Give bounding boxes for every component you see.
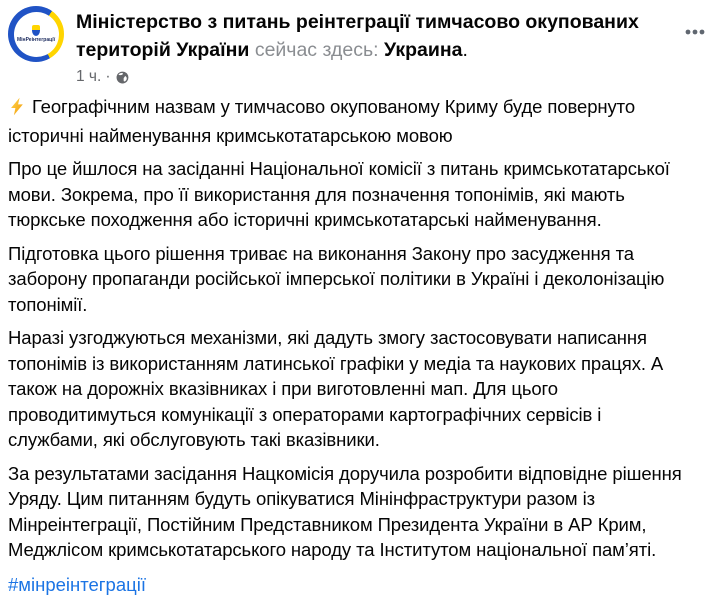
header-text: [76, 6, 677, 87]
avatar-label: МінРеінтеграції: [17, 37, 55, 43]
post-body: [8, 94, 713, 598]
more-options-button[interactable]: [677, 20, 713, 44]
post-meta: [76, 67, 677, 87]
timestamp-link[interactable]: 1 ч.: [76, 68, 102, 85]
paragraph-text: Географічним назвам у тимчасово окупованому Криму буде повернуто історичні найменування кримськотатарською мовою: [8, 96, 636, 146]
post-title: [76, 8, 668, 64]
trident-emblem-icon: [32, 25, 40, 36]
checkin-location-link[interactable]: Украина: [383, 39, 463, 61]
title-suffix: .: [462, 39, 468, 61]
ministry-logo: [14, 12, 59, 57]
globe-icon: [115, 70, 130, 85]
page-avatar[interactable]: [8, 6, 64, 62]
post-paragraph: [8, 94, 689, 148]
page-name-link[interactable]: Міністерство з питань реінтеграції тимчасово окупованих територій України: [76, 11, 639, 61]
post-header: [8, 6, 713, 87]
ellipsis-icon: [684, 25, 706, 40]
hashtag-link[interactable]: #мінреінтеграції: [8, 573, 146, 595]
post-paragraph: Наразі узгоджуються механізми, які дадуть змогу застосовувати написання топонімів із використанням латинської графіки у медіа та наукових працях. А також на дорожніх вказівниках і при виготовленні мап. Для цього проводитимуться комунікації з операторами картографічних сервісів і службами, які обслуговують такі вказівники.: [8, 327, 664, 450]
post-paragraph: За результатами засідання Нацкомісія доручила розробити відповідне рішення Уряду. Цим питанням будуть опікуватися Мінінфраструктури разом із Мінреінтеграції, Постійним Представником Президента України в АР Крим, Меджлісом кримськотатарського народу та Інститутом національної пам’яті.: [8, 462, 682, 560]
checkin-prefix: сейчас здесь:: [254, 39, 379, 61]
meta-separator: ·: [105, 68, 111, 85]
post-paragraph: Підготовка цього рішення триває на виконання Закону про засудження та заборону пропаганди російської імперської політики в Україні і деколонізацію топонімії.: [8, 242, 665, 315]
post-paragraph: Про це йшлося на засіданні Національної комісії з питань кримськотатарської мови. Зокрема, про її використання для позначення топонімів, які мають тюркське походження або історичні кримськотатарські найменування.: [8, 158, 670, 230]
lightning-emoji-icon: [8, 97, 27, 123]
